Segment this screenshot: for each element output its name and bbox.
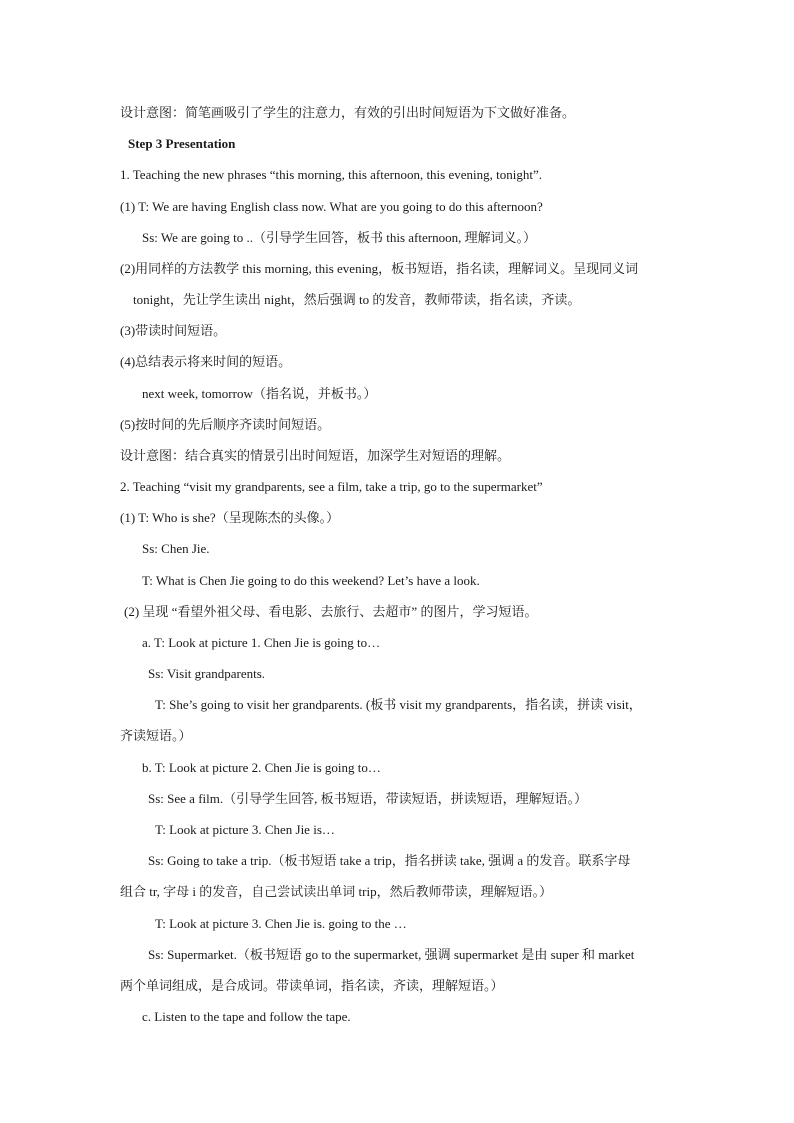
design-intent-1: 设计意图：简笔画吸引了学生的注意力，有效的引出时间短语为下文做好准备。 (120, 105, 576, 120)
sub-item-2-2-b: b. T: Look at picture 2. Chen Jie is going to… (142, 760, 381, 775)
sub-item-2-2-a-continued: 齐读短语。） (120, 728, 192, 743)
sub-item-2-1-question: T: What is Chen Jie going to do this weekend? Let’s have a look. (142, 573, 480, 588)
sub-item-2-2-c: c. Listen to the tape and follow the tape. (142, 1009, 351, 1024)
sub-item-2-1: (1) T: Who is she?（呈现陈杰的头像。） (120, 510, 340, 525)
sub-item-2-2-a-response: Ss: Visit grandparents. (148, 666, 266, 681)
sub-item-2-1-response: Ss: Chen Jie. (142, 541, 210, 556)
sub-item-1-2-continued: tonight，先让学生读出 night，然后强调 to 的发音，教师带读，指名读，齐读。 (133, 292, 581, 307)
sub-item-1-3: (3)带读时间短语。 (120, 323, 227, 338)
sub-item-2-2-b-teacher-2: T: Look at picture 3. Chen Jie is. going to the … (155, 916, 407, 931)
sub-item-2-2-b-response: Ss: See a film.（引导学生回答, 板书短语，带读短语，拼读短语，理解短语。） (148, 791, 588, 806)
teaching-item-1: 1. Teaching the new phrases “this morning, this afternoon, this evening, tonight”. (120, 167, 542, 182)
sub-item-1-4-example: next week, tomorrow（指名说，并板书。） (142, 386, 377, 401)
sub-item-1-4: (4)总结表示将来时间的短语。 (120, 354, 292, 369)
design-intent-2: 设计意图：结合真实的情景引出时间短语，加深学生对短语的理解。 (120, 448, 511, 463)
sub-item-2-2-b-teacher: T: Look at picture 3. Chen Jie is… (155, 822, 335, 837)
step-3-heading: Step 3 Presentation (128, 136, 236, 151)
sub-item-2-2-b-supermarket-continued: 两个单词组成，是合成词。带读单词，指名读，齐读，理解短语。） (120, 978, 504, 993)
teaching-item-2: 2. Teaching “visit my grandparents, see a film, take a trip, go to the supermarket” (120, 479, 543, 494)
sub-item-1-2: (2)用同样的方法教学 this morning, this evening，板书短语，指名读，理解词义。呈现同义词 (120, 261, 639, 276)
sub-item-2-2-b-trip-continued: 组合 tr, 字母 i 的发音，自己尝试读出单词 trip，然后教师带读，理解短语。） (120, 884, 553, 899)
sub-item-1-1: (1) T: We are having English class now. What are you going to do this afternoon? (120, 199, 543, 214)
sub-item-2-2-b-supermarket: Ss: Supermarket.（板书短语 go to the supermarket, 强调 supermarket 是由 super 和 market (148, 947, 635, 962)
sub-item-2-2-a-teacher: T: She’s going to visit her grandparents. (板书 visit my grandparents，指名读，拼读 visit， (155, 697, 642, 712)
sub-item-1-1-response: Ss: We are going to ..（引导学生回答，板书 this afternoon, 理解词义。） (142, 230, 537, 245)
sub-item-2-2-b-trip: Ss: Going to take a trip.（板书短语 take a trip，指名拼读 take, 强调 a 的发音。联系字母 (148, 853, 631, 868)
sub-item-2-2-a: a. T: Look at picture 1. Chen Jie is going to… (142, 635, 381, 650)
sub-item-2-2: (2) 呈现 “看望外祖父母、看电影、去旅行、去超市” 的图片，学习短语。 (124, 604, 538, 619)
sub-item-1-5: (5)按时间的先后顺序齐读时间短语。 (120, 417, 331, 432)
